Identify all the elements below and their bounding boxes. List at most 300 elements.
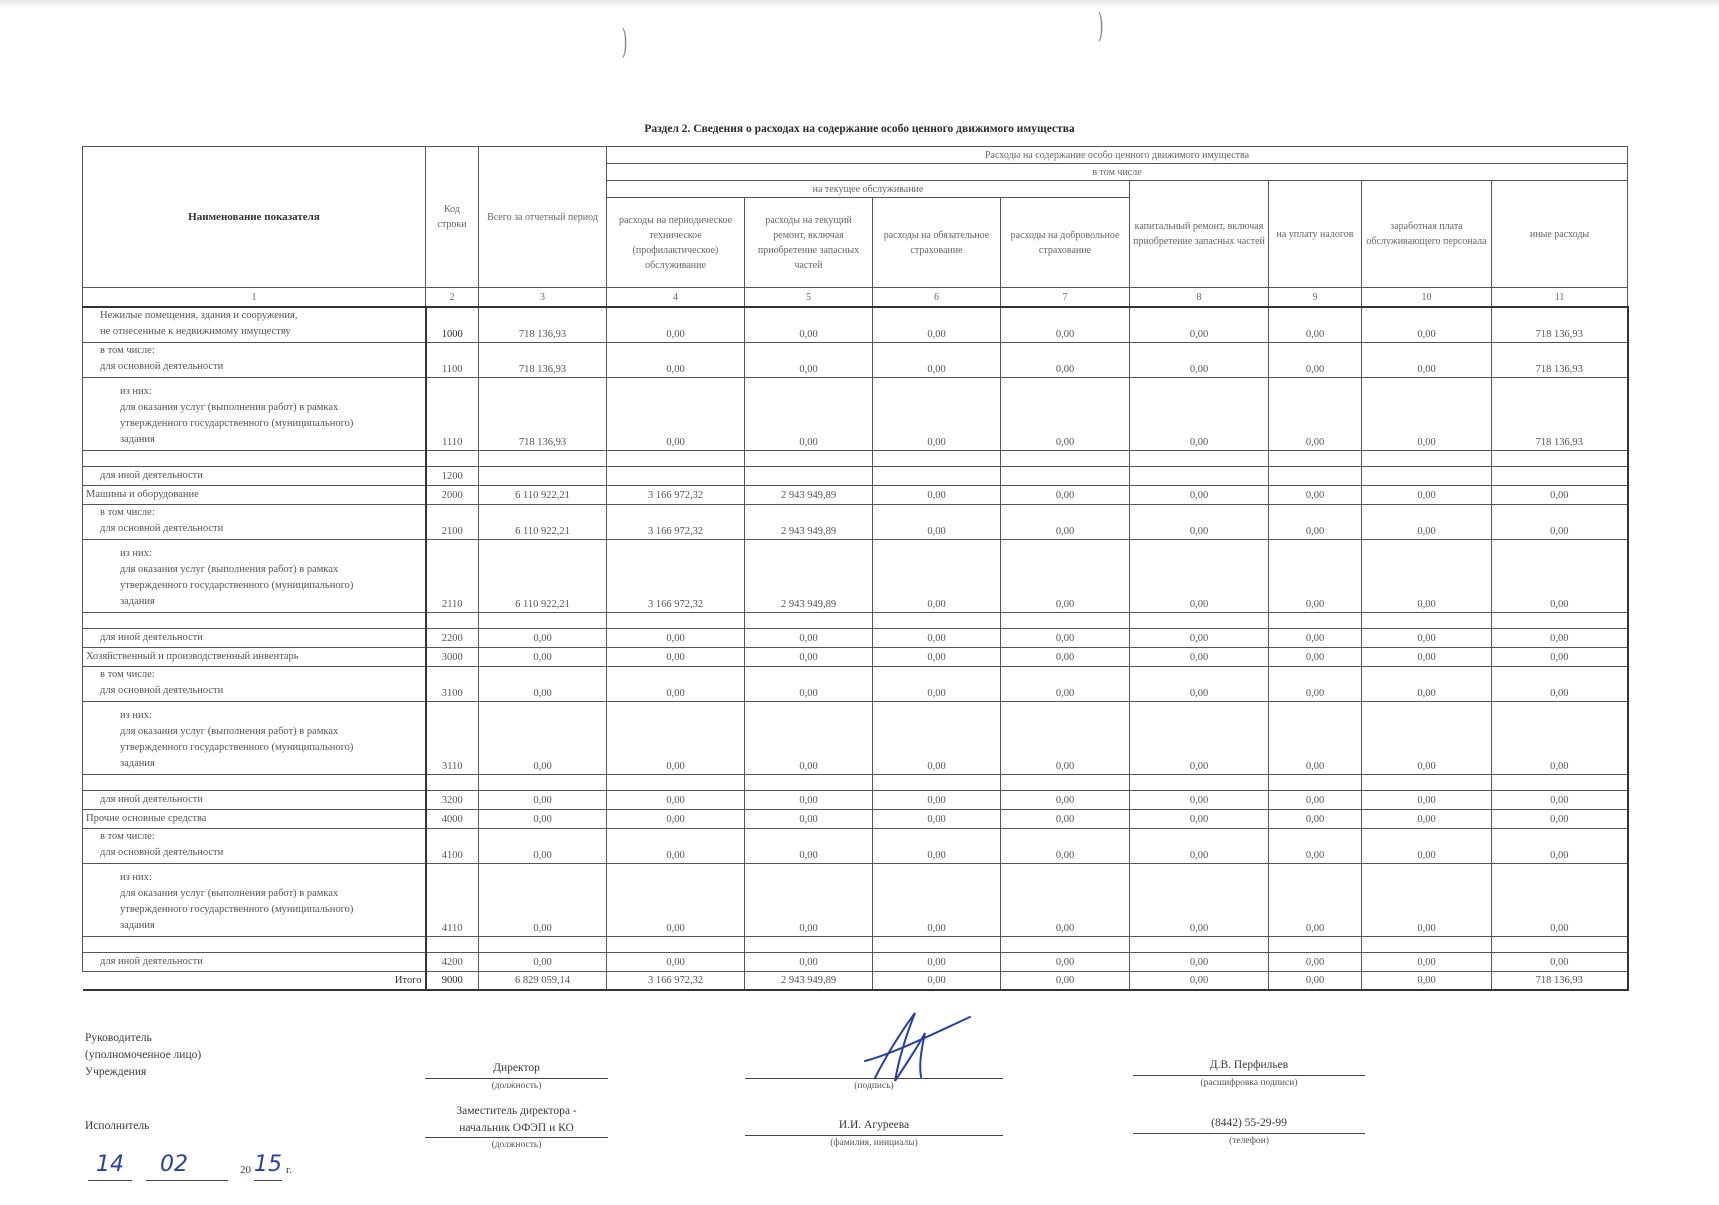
total-value: 0,00 [873, 972, 1001, 990]
row-value [745, 467, 873, 486]
row-name-line: Машины и оборудование [86, 489, 199, 500]
header-name: Наименование показателя [83, 147, 426, 288]
row-value: 0,00 [607, 667, 745, 702]
spacer-cell [426, 451, 479, 467]
row-name-line: для иной деятельности [100, 632, 203, 643]
row-value: 3 166 972,32 [607, 540, 745, 613]
row-value: 6 110 922,21 [479, 505, 607, 540]
spacer-cell [745, 451, 873, 467]
total-label: Итого [83, 972, 426, 990]
row-name [83, 378, 426, 451]
row-value: 0,00 [1001, 953, 1130, 972]
spacer-cell [1269, 451, 1362, 467]
row-value: 0,00 [1130, 540, 1269, 613]
spacer-cell [1492, 613, 1628, 629]
row-value: 0,00 [873, 378, 1001, 451]
handwritten-signature [855, 1003, 975, 1093]
row-value: 0,00 [479, 864, 607, 937]
row-code: 1110 [426, 378, 479, 451]
row-value: 0,00 [1269, 505, 1362, 540]
table-row [83, 505, 1628, 540]
header-code: Код строки [426, 147, 479, 288]
row-value: 0,00 [1001, 505, 1130, 540]
row-value: 0,00 [1269, 378, 1362, 451]
spacer-cell [873, 775, 1001, 791]
row-name-line: для иной деятельности [100, 470, 203, 481]
spacer-cell [873, 937, 1001, 953]
row-name [83, 629, 426, 648]
spacer-cell [479, 451, 607, 467]
row-value: 0,00 [1001, 629, 1130, 648]
row-value: 0,00 [1362, 486, 1492, 505]
row-value: 0,00 [873, 505, 1001, 540]
row-value: 0,00 [1362, 864, 1492, 937]
row-code: 1100 [426, 343, 479, 378]
row-value: 0,00 [1001, 343, 1130, 378]
row-value: 0,00 [1362, 378, 1492, 451]
row-name [83, 343, 426, 378]
col-number: 7 [1001, 288, 1130, 308]
row-name-line: для оказания услуг (выполнения работ) в рамках [120, 564, 339, 575]
spacer-cell [745, 613, 873, 629]
row-value: 0,00 [873, 864, 1001, 937]
row-value: 0,00 [1362, 667, 1492, 702]
spacer-cell [426, 613, 479, 629]
row-value: 0,00 [1130, 343, 1269, 378]
spacer-cell [1269, 775, 1362, 791]
row-value: 0,00 [1130, 486, 1269, 505]
row-value: 0,00 [745, 378, 873, 451]
row-value: 0,00 [1362, 307, 1492, 343]
spacer-cell [479, 775, 607, 791]
row-code: 4000 [426, 810, 479, 829]
date-block [88, 1152, 318, 1192]
signature-caption: (подпись) [854, 1081, 894, 1091]
row-name-line: из них: [120, 386, 152, 397]
decode-caption: (расшифровка подписи) [1200, 1078, 1298, 1088]
row-value: 0,00 [873, 307, 1001, 343]
row-value: 0,00 [1269, 540, 1362, 613]
row-value: 0,00 [607, 648, 745, 667]
row-value: 0,00 [873, 829, 1001, 864]
row-value: 0,00 [745, 702, 873, 775]
row-value: 0,00 [873, 667, 1001, 702]
header-col-11: иные расходы [1492, 181, 1628, 288]
table-row [83, 829, 1628, 864]
row-value: 6 110 922,21 [479, 540, 607, 613]
row-value: 0,00 [1492, 953, 1628, 972]
row-value: 0,00 [873, 343, 1001, 378]
row-name-line: Хозяйственный и производственный инвентарь [86, 651, 299, 662]
row-value: 0,00 [1130, 648, 1269, 667]
row-name-line: из них: [120, 872, 152, 883]
row-value: 3 166 972,32 [607, 486, 745, 505]
row-value: 0,00 [873, 648, 1001, 667]
spacer-cell [479, 613, 607, 629]
row-name-line: в том числе: [100, 507, 155, 518]
row-value: 0,00 [1492, 540, 1628, 613]
row-value: 0,00 [1269, 791, 1362, 810]
row-name [83, 540, 426, 613]
row-value: 2 943 949,89 [745, 486, 873, 505]
row-name-line: не отнесенные к недвижимому имуществу [100, 326, 291, 337]
row-value: 0,00 [1269, 702, 1362, 775]
row-name-line: для иной деятельности [100, 956, 203, 967]
row-value: 718 136,93 [479, 378, 607, 451]
table-row [83, 343, 1628, 378]
header-col-9: на уплату налогов [1269, 181, 1362, 288]
row-value: 0,00 [607, 810, 745, 829]
row-code: 3000 [426, 648, 479, 667]
total-value: 718 136,93 [1492, 972, 1628, 990]
total-value: 0,00 [1362, 972, 1492, 990]
row-value: 0,00 [607, 343, 745, 378]
row-code: 2100 [426, 505, 479, 540]
row-value: 0,00 [607, 791, 745, 810]
header-col-5: расходы на текущий ремонт, включая приобретение запасных частей [745, 198, 873, 288]
spacer-cell [426, 775, 479, 791]
row-value [873, 467, 1001, 486]
spacer-cell [745, 937, 873, 953]
spacer-cell [83, 937, 426, 953]
row-value: 2 943 949,89 [745, 540, 873, 613]
row-value: 0,00 [1001, 702, 1130, 775]
row-value: 0,00 [1001, 378, 1130, 451]
row-value: 0,00 [1362, 702, 1492, 775]
row-value [1362, 467, 1492, 486]
table-row [83, 791, 1628, 810]
row-value: 0,00 [873, 953, 1001, 972]
row-name-line: для основной деятельности [100, 361, 224, 372]
row-value: 0,00 [1269, 667, 1362, 702]
row-value: 0,00 [1269, 810, 1362, 829]
col-number: 9 [1269, 288, 1362, 308]
row-value: 0,00 [1130, 505, 1269, 540]
row-value: 0,00 [1492, 702, 1628, 775]
row-value: 0,00 [1362, 829, 1492, 864]
spacer-cell [1130, 613, 1269, 629]
fio-caption: (фамилия, инициалы) [830, 1138, 918, 1148]
row-value: 0,00 [1362, 540, 1492, 613]
spacer-cell [1362, 775, 1492, 791]
row-value: 0,00 [479, 829, 607, 864]
row-name-line: утвержденного государственного (муниципального) [120, 580, 354, 591]
row-value: 0,00 [745, 648, 873, 667]
spacer-cell [873, 613, 1001, 629]
row-value: 0,00 [873, 702, 1001, 775]
row-value: 0,00 [1001, 648, 1130, 667]
row-value: 0,00 [607, 307, 745, 343]
head-signature-line [745, 1078, 1003, 1079]
head-position-line [425, 1078, 608, 1079]
date-month: 02 [160, 1152, 188, 1177]
row-value: 0,00 [1362, 791, 1492, 810]
header-col-7: расходы на добровольное страхование [1001, 198, 1130, 288]
row-code: 3200 [426, 791, 479, 810]
table-row [83, 953, 1628, 972]
head-label-line: (уполномоченное лицо) [85, 1049, 202, 1061]
total-value: 3 166 972,32 [607, 972, 745, 990]
row-value: 0,00 [479, 791, 607, 810]
row-value: 0,00 [1130, 864, 1269, 937]
row-value [1492, 467, 1628, 486]
head-name-line [1133, 1075, 1365, 1076]
spacer-cell [607, 937, 745, 953]
col-number: 4 [607, 288, 745, 308]
executor-label: Исполнитель [85, 1120, 150, 1132]
row-name-line: задания [120, 920, 155, 931]
spacer-cell [607, 613, 745, 629]
head-name: Д.В. Перфильев [1209, 1059, 1289, 1071]
table-body [83, 307, 1628, 990]
row-value: 0,00 [607, 953, 745, 972]
spacer-cell [1130, 451, 1269, 467]
row-name-line: для оказания услуг (выполнения работ) в рамках [120, 726, 339, 737]
row-value: 0,00 [873, 810, 1001, 829]
row-name-line: для оказания услуг (выполнения работ) в рамках [120, 402, 339, 413]
row-name-line: задания [120, 758, 155, 769]
spacer-cell [83, 613, 426, 629]
table-row [83, 702, 1628, 775]
row-value: 0,00 [1269, 343, 1362, 378]
section-title: Раздел 2. Сведения о расходах на содержание особо ценного движимого имущества [644, 123, 1075, 135]
row-value: 0,00 [1130, 791, 1269, 810]
executor-position-line: Заместитель директора - [456, 1105, 577, 1117]
phone-caption: (телефон) [1229, 1136, 1269, 1146]
row-name-line: утвержденного государственного (муниципального) [120, 742, 354, 753]
row-name [83, 307, 426, 343]
row-value [479, 467, 607, 486]
row-value: 0,00 [607, 702, 745, 775]
row-code: 4200 [426, 953, 479, 972]
row-value: 0,00 [1269, 648, 1362, 667]
date-year: 15 [254, 1152, 282, 1177]
row-value: 0,00 [607, 629, 745, 648]
row-name-line: утвержденного государственного (муниципального) [120, 418, 354, 429]
row-name [83, 486, 426, 505]
spacer-row [83, 775, 1628, 791]
row-value: 0,00 [1362, 343, 1492, 378]
row-name-line: задания [120, 596, 155, 607]
row-name [83, 702, 426, 775]
scan-bracket-mark: ) [621, 22, 628, 62]
date-year-line [254, 1180, 282, 1181]
row-name [83, 864, 426, 937]
position-caption: (должность) [491, 1081, 542, 1091]
row-name [83, 791, 426, 810]
spacer-row [83, 613, 1628, 629]
row-value: 2 943 949,89 [745, 505, 873, 540]
total-value: 0,00 [1001, 972, 1130, 990]
row-value: 0,00 [607, 378, 745, 451]
executor-position-underline [425, 1137, 608, 1138]
row-value: 0,00 [1269, 307, 1362, 343]
row-code: 4100 [426, 829, 479, 864]
row-name-line: из них: [120, 710, 152, 721]
row-value: 0,00 [1492, 505, 1628, 540]
row-value: 0,00 [745, 791, 873, 810]
row-value: 718 136,93 [479, 307, 607, 343]
row-value: 0,00 [1001, 540, 1130, 613]
row-value: 0,00 [1130, 810, 1269, 829]
row-name-line: задания [120, 434, 155, 445]
head-label-line: Руководитель [85, 1032, 152, 1044]
row-value: 0,00 [1492, 810, 1628, 829]
total-row [83, 972, 1628, 990]
row-value: 0,00 [1269, 486, 1362, 505]
spacer-cell [607, 775, 745, 791]
row-value: 0,00 [873, 629, 1001, 648]
date-suffix: г. [286, 1164, 293, 1176]
col-number: 8 [1130, 288, 1269, 308]
executor-position [425, 1103, 608, 1137]
row-name [83, 648, 426, 667]
row-name [83, 467, 426, 486]
row-name-line: в том числе: [100, 831, 155, 842]
row-value: 718 136,93 [1492, 343, 1628, 378]
row-value: 718 136,93 [479, 343, 607, 378]
spacer-cell [1269, 613, 1362, 629]
row-value: 0,00 [1492, 864, 1628, 937]
row-name-line: утвержденного государственного (муниципального) [120, 904, 354, 915]
row-value: 0,00 [1269, 864, 1362, 937]
spacer-cell [1492, 937, 1628, 953]
total-value: 0,00 [1269, 972, 1362, 990]
row-value: 0,00 [1269, 829, 1362, 864]
head-label-line: Учреждения [85, 1066, 147, 1078]
col-number: 2 [426, 288, 479, 308]
spacer-row [83, 451, 1628, 467]
date-month-line [146, 1180, 228, 1181]
row-code: 2200 [426, 629, 479, 648]
row-name-line: Нежилые помещения, здания и сооружения, [100, 310, 298, 321]
row-value: 0,00 [1130, 953, 1269, 972]
table-row [83, 629, 1628, 648]
row-value: 0,00 [1130, 629, 1269, 648]
row-name [83, 810, 426, 829]
row-name-line: в том числе: [100, 345, 155, 356]
row-value: 0,00 [1362, 953, 1492, 972]
spacer-cell [83, 775, 426, 791]
row-value: 0,00 [1001, 307, 1130, 343]
spacer-cell [1362, 937, 1492, 953]
spacer-cell [83, 451, 426, 467]
row-name-line: для основной деятельности [100, 523, 224, 534]
col-number: 11 [1492, 288, 1628, 308]
row-value: 0,00 [1269, 629, 1362, 648]
row-value: 0,00 [745, 864, 873, 937]
row-code: 1200 [426, 467, 479, 486]
header-col-6: расходы на обязательное страхование [873, 198, 1001, 288]
row-code: 4110 [426, 864, 479, 937]
spacer-cell [1130, 937, 1269, 953]
row-name-line: в том числе: [100, 669, 155, 680]
table-row [83, 864, 1628, 937]
row-value: 0,00 [873, 791, 1001, 810]
spacer-cell [1492, 451, 1628, 467]
spacer-cell [1001, 937, 1130, 953]
spacer-cell [607, 451, 745, 467]
date-century: 20 [240, 1164, 251, 1176]
row-value: 0,00 [1001, 864, 1130, 937]
row-value: 718 136,93 [1492, 307, 1628, 343]
total-value: 0,00 [1130, 972, 1269, 990]
row-name [83, 505, 426, 540]
header-col-8: капитальный ремонт, включая приобретение запасных частей [1130, 181, 1269, 288]
table-row [83, 667, 1628, 702]
spacer-cell [1362, 451, 1492, 467]
table-row [83, 648, 1628, 667]
row-name [83, 953, 426, 972]
row-value: 0,00 [873, 540, 1001, 613]
total-value: 2 943 949,89 [745, 972, 873, 990]
row-value [1269, 467, 1362, 486]
row-value: 718 136,93 [1492, 378, 1628, 451]
spacer-row [83, 937, 1628, 953]
col-number: 1 [83, 288, 426, 308]
row-value: 0,00 [1130, 702, 1269, 775]
executor-name-line [745, 1135, 1003, 1136]
row-value: 0,00 [873, 486, 1001, 505]
table-row [83, 486, 1628, 505]
row-value: 0,00 [1269, 953, 1362, 972]
row-value: 0,00 [1130, 378, 1269, 451]
page-top-shade [0, 0, 1719, 8]
header-total: Всего за отчетный период [479, 147, 607, 288]
row-value: 0,00 [1362, 648, 1492, 667]
row-value [607, 467, 745, 486]
row-value: 0,00 [745, 343, 873, 378]
row-value: 0,00 [1492, 486, 1628, 505]
spacer-cell [479, 937, 607, 953]
row-value: 0,00 [745, 667, 873, 702]
spacer-cell [1492, 775, 1628, 791]
head-position: Директор [493, 1062, 540, 1074]
spacer-cell [426, 937, 479, 953]
total-code: 9000 [426, 972, 479, 990]
spacer-cell [1001, 775, 1130, 791]
spacer-cell [873, 451, 1001, 467]
table-row [83, 378, 1628, 451]
executor-position-line: начальник ОФЭП и КО [459, 1122, 574, 1134]
row-value: 0,00 [745, 307, 873, 343]
table-row [83, 810, 1628, 829]
row-value: 0,00 [479, 629, 607, 648]
col-number: 6 [873, 288, 1001, 308]
row-value: 0,00 [607, 829, 745, 864]
row-value: 0,00 [1001, 486, 1130, 505]
row-value: 3 166 972,32 [607, 505, 745, 540]
executor-phone-line [1133, 1133, 1365, 1134]
row-name-line: для иной деятельности [100, 794, 203, 805]
spacer-cell [1362, 613, 1492, 629]
row-value: 0,00 [479, 702, 607, 775]
row-value: 0,00 [1492, 829, 1628, 864]
row-value: 0,00 [479, 810, 607, 829]
row-value: 0,00 [479, 953, 607, 972]
row-code: 3100 [426, 667, 479, 702]
row-value: 0,00 [745, 629, 873, 648]
col-number: 3 [479, 288, 607, 308]
row-value [1001, 467, 1130, 486]
row-name-line: для оказания услуг (выполнения работ) в рамках [120, 888, 339, 899]
header-group-top: Расходы на содержание особо ценного движимого имущества [607, 147, 1628, 164]
row-code: 2000 [426, 486, 479, 505]
header-col-10: заработная плата обслуживающего персонала [1362, 181, 1492, 288]
row-value: 6 110 922,21 [479, 486, 607, 505]
row-value [1130, 467, 1269, 486]
row-value: 0,00 [1492, 791, 1628, 810]
